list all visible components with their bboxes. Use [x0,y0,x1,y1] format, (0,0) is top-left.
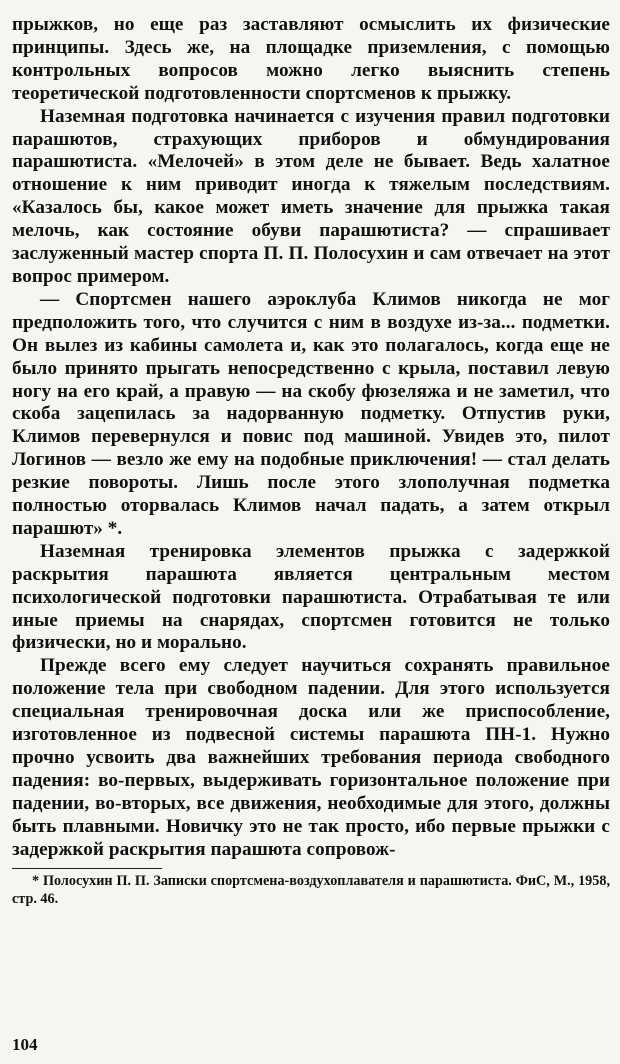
paragraph-5: Прежде всего ему следует научиться сохранять правильное положение тела при свободном падении. Для этого используется специальная тренировочная доска или же приспособление, изготовленное из подвесной системы парашюта ПН-1. Нужно прочно усвоить два важнейших требования периода свободного падения: во-первых, выдерживать горизонтальное положение при падении, во-вторых, все движения, необходимые для этого, должны быть плавными. Новичку это не так просто, ибо первые прыжки с задержкой раскрытия парашюта сопровож- [12,655,610,860]
footnote-divider [12,868,162,869]
footnote: * Полосухин П. П. Записки спортсмена-воздухоплавателя и парашютиста. ФиС, М., 1958, стр. 46. [12,872,610,907]
paragraph-3: — Спортсмен нашего аэроклуба Климов никогда не мог предположить того, что случится с ним в воздухе из-за... подметки. Он вылез из кабины самолета и, как это полагалось, когда еще не было принято прыгать непосредственно с крыла, поставил левую ногу на его край, а правую — на скобу фюзеляжа и не заметил, что скоба зацепилась за надорванную подметку. Отпустив руки, Климов перевернулся и повис под машиной. Увидев это, пилот Логинов — везло же ему на подобные приключения! — стал делать резкие повороты. Лишь после этого злополучная подметка полностью оторвалась Климов начал падать, а затем открыл парашют» *. [12,288,610,539]
paragraph-2: Наземная подготовка начинается с изучения правил подготовки парашютов, страхующих приборов и обмундирования парашютиста. «Мелочей» в этом деле не бывает. Ведь халатное отношение к ним приводит иногда к тяжелым последствиям. «Казалось бы, какое может иметь значение для прыжка такая мелочь, как состояние обуви парашютиста? — спрашивает заслуженный мастер спорта П. П. Полосухин и сам отвечает на этот вопрос примером. [12,105,610,287]
page-number: 104 [12,1035,38,1054]
paragraph-1: прыжков, но еще раз заставляют осмыслить их физические принципы. Здесь же, на площадке приземления, с помощью контрольных вопросов можно легко выяснить степень теоретической подготовленности спортсменов к прыжку. [12,14,610,104]
paragraph-4: Наземная тренировка элементов прыжка с задержкой раскрытия парашюта является центральным местом психологической подготовки парашютиста. Отрабатывая те или иные приемы на снарядах, спортсмен готовится не только физически, но и морально. [12,540,610,654]
